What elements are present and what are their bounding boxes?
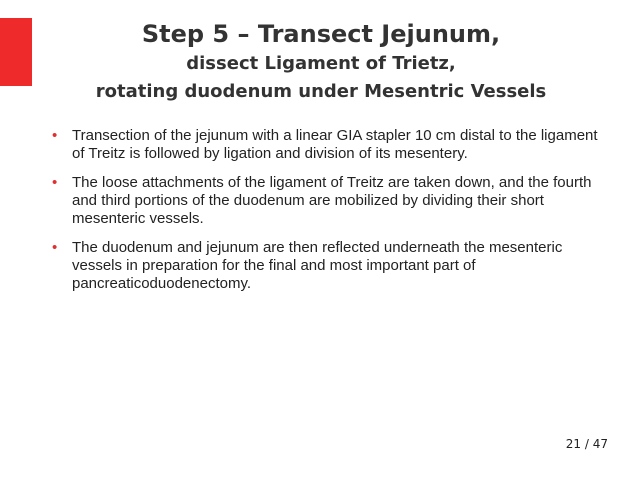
bullet-item bbox=[52, 174, 600, 228]
bullet-marker-icon: • bbox=[52, 174, 58, 191]
bullet-text: Transection of the jejunum with a linear GIA stapler 10 cm distal to the ligament of Treitz is followed by ligation and division of its mesentery. bbox=[72, 127, 598, 162]
accent-bar bbox=[0, 18, 32, 86]
bullet-item bbox=[52, 239, 600, 293]
title-line-1: Step 5 – Transect Jejunum, bbox=[141, 20, 501, 48]
title-line-2: dissect Ligament of Trietz, bbox=[186, 53, 456, 74]
title-line-3: rotating duodenum under Mesentric Vessels bbox=[95, 81, 547, 102]
slide-title bbox=[40, 18, 602, 106]
bullet-marker-icon: • bbox=[52, 127, 58, 144]
bullet-text: The loose attachments of the ligament of Treitz are taken down, and the fourth and third portions of the duodenum are mobilized by dividing their short mesenteric vessels. bbox=[72, 174, 592, 227]
page-number: 21 / 47 bbox=[565, 437, 608, 451]
bullet-list bbox=[52, 127, 600, 304]
bullet-item bbox=[52, 127, 600, 163]
bullet-marker-icon: • bbox=[52, 239, 58, 256]
bullet-text: The duodenum and jejunum are then reflected underneath the mesenteric vessels in preparation for the final and most important part of pancreaticoduodenectomy. bbox=[72, 239, 563, 292]
